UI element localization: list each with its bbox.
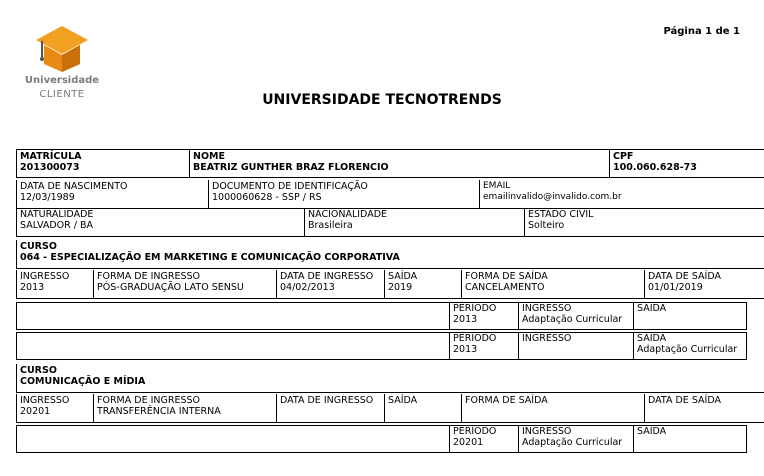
nascimento-label: DATA DE NASCIMENTO (20, 181, 128, 192)
cpf-label: CPF (613, 151, 634, 162)
matricula-cell (16, 149, 190, 178)
documento-label: DOCUMENTO DE IDENTIFICAÇÃO (212, 181, 368, 192)
data-saida-label: DATA DE SAÍDA (648, 271, 721, 282)
ingresso-label: INGRESSO (20, 395, 70, 406)
nome-label: NOME (193, 151, 225, 162)
document-title: UNIVERSIDADE TECNOTRENDS (262, 92, 502, 108)
forma-ingresso-value: TRANSFERÊNCIA INTERNA (97, 406, 221, 417)
periodo-cell (449, 425, 519, 453)
cpf-cell (610, 149, 764, 178)
course-label: CURSO (20, 241, 57, 252)
estado-civil-label: ESTADO CIVIL (528, 209, 594, 220)
saida-label: SAÍDA (388, 271, 418, 282)
forma-saida-label: FORMA DE SAÍDA (465, 395, 548, 406)
page-number: Página 1 de 1 (663, 26, 740, 37)
periodo-label: PERÍODO (453, 303, 497, 314)
period-ingresso-value: Adaptação Curricular (522, 314, 623, 325)
course-name: 064 - ESPECIALIZAÇÃO EM MARKETING E COMUNICAÇÃO CORPORATIVA (20, 252, 400, 263)
email-cell (480, 180, 764, 209)
forma-saida-value: CANCELAMENTO (465, 282, 545, 293)
documento-value: 1000060628 - SSP / RS (212, 192, 322, 203)
period-saida-label: SAÍDA (637, 333, 667, 344)
logo-line-1: Universidade (24, 75, 100, 86)
data-saida-cell (645, 270, 764, 299)
course-header (16, 364, 764, 393)
nascimento-value: 12/03/1989 (20, 192, 75, 203)
forma-saida-label: FORMA DE SAÍDA (465, 271, 548, 282)
period-saida-cell (634, 302, 747, 330)
cpf-value: 100.060.628-73 (613, 162, 697, 173)
email-value: emailinvalido@invalido.com.br (483, 192, 622, 202)
ingresso-label: INGRESSO (20, 271, 70, 282)
data-saida-label: DATA DE SAÍDA (648, 395, 721, 406)
course-header (16, 240, 764, 269)
forma-saida-cell (462, 270, 645, 299)
forma-ingresso-label: FORMA DE INGRESSO (97, 271, 201, 282)
period-ingresso-label: INGRESSO (522, 303, 572, 314)
saida-cell (385, 394, 462, 423)
periodo-label: PERÍODO (453, 333, 497, 344)
period-ingresso-cell (519, 302, 634, 330)
naturalidade-cell (16, 208, 305, 237)
logo-line-2: CLIENTE (39, 89, 85, 100)
data-ingresso-cell (277, 270, 385, 299)
naturalidade-label: NATURALIDADE (20, 209, 94, 220)
forma-saida-cell (462, 394, 645, 423)
graduation-cap-icon (34, 24, 90, 74)
data-saida-value: 01/01/2019 (648, 282, 703, 293)
data-saida-cell (645, 394, 764, 423)
periodo-value: 2013 (453, 314, 478, 325)
nascimento-cell (16, 180, 209, 209)
forma-ingresso-cell (94, 270, 277, 299)
saida-cell (385, 270, 462, 299)
nome-value: BEATRIZ GUNTHER BRAZ FLORENCIO (193, 162, 389, 173)
course-label: CURSO (20, 365, 57, 376)
nome-cell (190, 149, 610, 178)
forma-ingresso-cell (94, 394, 277, 423)
period-ingresso-cell (519, 425, 634, 453)
period-ingresso-label: INGRESSO (522, 333, 572, 344)
data-ingresso-value: 04/02/2013 (280, 282, 335, 293)
period-ingresso-label: INGRESSO (522, 426, 572, 437)
periodo-value: 20201 (453, 437, 484, 448)
course-name: COMUNICAÇÃO E MÍDIA (20, 376, 146, 387)
periodo-cell (449, 302, 519, 330)
data-ingresso-label: DATA DE INGRESSO (280, 271, 374, 282)
ingresso-value: 20201 (20, 406, 51, 417)
ingresso-cell (16, 394, 94, 423)
period-saida-cell (634, 425, 747, 453)
ingresso-cell (16, 270, 94, 299)
period-saida-cell (634, 332, 747, 360)
period-saida-label: SAÍDA (637, 303, 667, 314)
period-ingresso-cell (519, 332, 634, 360)
ingresso-value: 2013 (20, 282, 45, 293)
saida-label: SAÍDA (388, 395, 418, 406)
saida-value: 2019 (388, 282, 413, 293)
data-ingresso-cell (277, 394, 385, 423)
matricula-label: MATRÍCULA (20, 151, 82, 162)
periodo-cell (449, 332, 519, 360)
estado-civil-cell (525, 208, 764, 237)
periodo-value: 2013 (453, 344, 478, 355)
forma-ingresso-value: PÓS-GRADUAÇÃO LATO SENSU (97, 282, 244, 293)
period-saida-value: Adaptação Curricular (637, 344, 738, 355)
email-label: EMAIL (483, 181, 511, 191)
naturalidade-value: SALVADOR / BA (20, 220, 93, 231)
data-ingresso-label: DATA DE INGRESSO (280, 395, 374, 406)
period-saida-label: SAÍDA (637, 426, 667, 437)
nacionalidade-label: NACIONALIDADE (308, 209, 388, 220)
documento-cell (209, 180, 480, 209)
nacionalidade-cell (305, 208, 525, 237)
matricula-value: 201300073 (20, 162, 80, 173)
forma-ingresso-label: FORMA DE INGRESSO (97, 395, 201, 406)
nacionalidade-value: Brasileira (308, 220, 353, 231)
estado-civil-value: Solteiro (528, 220, 565, 231)
periodo-label: PERÍODO (453, 426, 497, 437)
period-ingresso-value: Adaptação Curricular (522, 437, 623, 448)
